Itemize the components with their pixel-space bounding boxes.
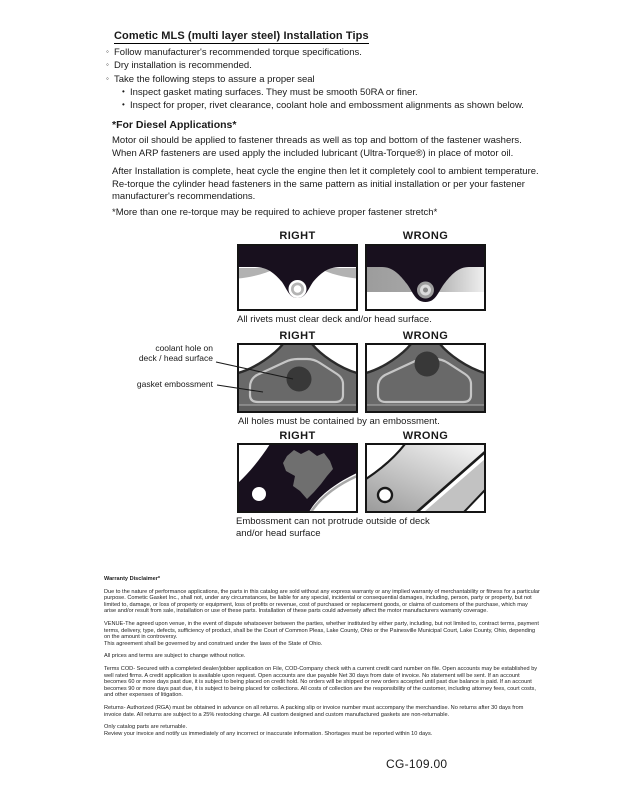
tip-sub-item	[106, 86, 524, 99]
row1-caption: All rivets must clear deck and/or head surface.	[237, 314, 432, 325]
row3-caption: Embossment can not protrude outside of deck and/or head surface	[236, 516, 430, 539]
protrusion-right-diagram	[237, 443, 358, 513]
legal-heading: Warranty Disclaimer*	[104, 576, 161, 582]
legal-paragraph: Due to the nature of performance applications, the parts in this catalog are sold without any express warranty or any implied warranty of merchantability or fitness for a particular purpose. Cometic Gasket Inc., shall not, under any circumstances, be liable for any special, incidental or consequential damages, including, person, party or property, but not limited to, damage, or loss of property or equipment, loss of profits or revenue, cost of purchased or replacement goods, or claims of customers of the purchase, which may arise and/or result from sale, installation or use of these parts. Installation of these parts could adversely affect the motor manufacturers warranty coverage.	[104, 588, 540, 615]
circle-bullet-icon: ◦	[106, 60, 109, 70]
installation-tips-list	[106, 46, 524, 112]
circle-bullet-icon: ◦	[106, 73, 109, 83]
tip-text: Take the following steps to assure a proper seal	[114, 73, 315, 85]
retorque-note: *More than one re-torque may be required to achieve proper fastener stretch*	[112, 207, 438, 218]
legal-paragraph: Review your invoice and notify us immediately of any incorrect or inaccurate information. Shortages must be reported within 10 days.	[104, 730, 433, 737]
row2-wrong-header: WRONG	[402, 330, 449, 342]
page-title: Cometic MLS (multi layer steel) Installation Tips	[114, 30, 369, 42]
row1-right-header: RIGHT	[279, 230, 316, 242]
legal-paragraph: Only catalog parts are returnable.	[104, 724, 188, 731]
embossment-right-diagram	[237, 343, 358, 413]
diesel-paragraph-1: Motor oil should be applied to fastener threads as well as top and bottom of the fastener washers. When ARP fasteners are used apply the included lubricant (Ultra-Torque®) in place of motor oil.	[112, 135, 522, 159]
coolant-hole	[287, 367, 312, 392]
rivet-clearance-wrong-diagram	[365, 244, 486, 311]
legal-paragraph: VENUE-The agreed upon venue, in the event of dispute whatsoever between the parties, whether instituted by either party, including, but not limited to, contract terms, payment terms, delivery, type, defects, sufficiency of product, shall be the Court of Common Pleas, Lake County, Ohio or the Painesville Municipal Court, Lake County, Ohio, depending on the amount in controversy.	[104, 620, 539, 641]
row1-wrong-header: WRONG	[402, 230, 449, 242]
gasket-embossment-label: gasket embossment	[136, 379, 213, 389]
coolant-hole-label: coolant hole on deck / head surface	[138, 343, 213, 363]
protrusion-wrong-diagram	[365, 443, 486, 513]
tip-item	[106, 46, 524, 59]
legal-paragraph: This agreement shall be governed by and construed under the laws of the State of Ohio.	[104, 640, 323, 647]
row2-caption: All holes must be contained by an embossment.	[238, 416, 440, 427]
tip-text: Follow manufacturer's recommended torque specifications.	[114, 47, 362, 58]
tip-sub-item	[106, 99, 524, 112]
legal-paragraph: Terms COD- Secured with a completed dealer/jobber application on File, COD-Company check with a current credit card number on file. Open accounts may be established by well rated firms. A credit application is available upon request. Open accounts are due payable Net 30 days from date of invoice. No statement will be sent. If an account becomes 60 or more days past due, it is subject to being placed on credit hold. No orders will be shipped or new orders accepted until past due balance is paid. If an account becomes 90 or more days past due, it is subject to being placed for collections. All costs of collection are the responsibility of the customer, including attorney fees, court costs, and other expenses of litigation.	[104, 665, 538, 699]
tip-text: Inspect for proper, rivet clearance, coolant hole and embossment alignments as shown below.	[130, 100, 524, 112]
row3-wrong-header: WRONG	[402, 430, 449, 442]
legal-paragraph: All prices and terms are subject to change without notice.	[104, 653, 246, 660]
legal-paragraph: Returns- Authorized (RGA) must be obtained in advance on all returns. A packing slip or invoice number must accompany the merchandise. No returns after 30 days from invoice date. All returns are subject to a 25% restocking charge. All custom designed and custom manufactured gaskets are non-returnable.	[104, 704, 524, 718]
tip-item	[106, 59, 524, 72]
tip-text: Dry installation is recommended.	[114, 60, 252, 72]
tip-item	[106, 73, 524, 86]
diesel-heading: *For Diesel Applications*	[112, 119, 237, 131]
embossment-wrong-diagram	[365, 343, 486, 413]
warranty-disclaimer-block	[104, 576, 541, 737]
tip-text: Inspect gasket mating surfaces. They must be smooth 50RA or finer.	[130, 86, 418, 98]
row2-right-header: RIGHT	[279, 330, 316, 342]
coolant-hole	[415, 352, 440, 377]
bolt-hole	[252, 487, 266, 501]
circle-bullet-icon: ◦	[106, 47, 109, 56]
bolt-hole	[378, 488, 392, 502]
row3-right-header: RIGHT	[279, 430, 316, 442]
diesel-paragraph-2: After Installation is complete, heat cycle the engine then let it completely cool to ambient temperature. Re-torque the cylinder head fasteners in the same pattern as initial installation or per your fastener manufacturer's recommendations.	[112, 166, 539, 202]
dot-bullet-icon: •	[122, 100, 125, 110]
rivet-clearance-right-diagram	[237, 244, 358, 311]
page-code: CG-109.00	[386, 757, 448, 771]
dot-bullet-icon: •	[122, 86, 125, 96]
